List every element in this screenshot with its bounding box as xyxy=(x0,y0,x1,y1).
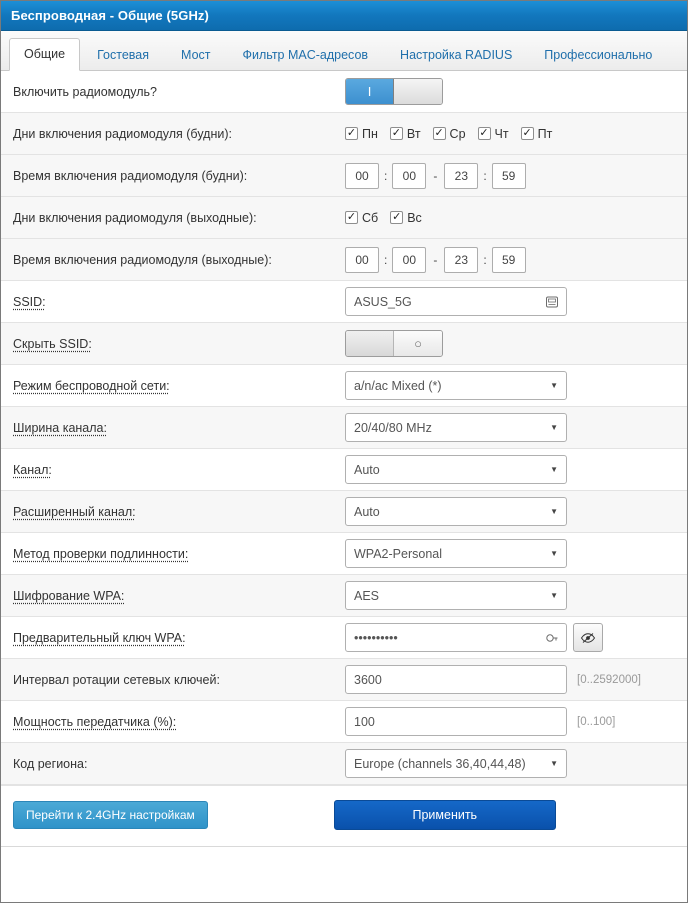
tab-general-label: Общие xyxy=(24,47,66,61)
label-extended-channel: Расширенный канал: xyxy=(13,504,136,519)
row-wpa-encryption xyxy=(1,575,687,617)
row-channel-width xyxy=(1,407,687,449)
tx-power-range-hint: [0..100] xyxy=(577,715,616,728)
label-tx-power: Мощность передатчика (%): xyxy=(13,714,177,729)
channel-value: Auto xyxy=(354,462,380,477)
chevron-down-icon: ▼ xyxy=(550,423,558,432)
checkbox-weekday-mon[interactable] xyxy=(345,127,378,141)
chevron-down-icon: ▼ xyxy=(550,381,558,390)
region-code-select[interactable] xyxy=(345,749,567,778)
tab-guest[interactable] xyxy=(82,39,164,71)
tx-power-input[interactable]: 100 xyxy=(345,707,567,736)
label-key-rotation: Интервал ротации сетевых ключей: xyxy=(13,672,220,687)
checkbox-sun-box[interactable]: ✓ xyxy=(392,211,402,223)
row-weekday-time xyxy=(1,155,687,197)
label-weekend-days: Дни включения радиомодуля (выходные): xyxy=(13,210,257,225)
checkbox-weekday-tue[interactable] xyxy=(390,127,421,141)
checkbox-weekend-sat[interactable] xyxy=(345,211,378,225)
checkbox-wed-box[interactable]: ✓ xyxy=(434,127,444,139)
tab-bridge[interactable] xyxy=(166,39,225,71)
checkbox-wed-label: Ср xyxy=(449,126,466,141)
chevron-down-icon: ▼ xyxy=(550,591,558,600)
radio-enable-toggle-on[interactable]: I xyxy=(346,79,394,104)
tab-radius-label: Настройка RADIUS xyxy=(400,48,513,62)
checkbox-weekday-fri[interactable] xyxy=(521,127,553,141)
label-radio-enable: Включить радиомодуль? xyxy=(13,84,157,99)
chevron-down-icon: ▼ xyxy=(550,759,558,768)
wpa-key-input[interactable]: •••••••••• xyxy=(345,623,567,652)
wireless-mode-value: a/n/ac Mixed (*) xyxy=(354,378,442,393)
channel-select[interactable] xyxy=(345,455,567,484)
row-weekend-days xyxy=(1,197,687,239)
page-title: Беспроводная - Общие (5GHz) xyxy=(11,8,209,23)
row-hide-ssid xyxy=(1,323,687,365)
checkbox-sat-box[interactable]: ✓ xyxy=(346,211,357,223)
window-title-bar xyxy=(1,1,687,31)
radio-enable-toggle[interactable] xyxy=(345,78,443,105)
label-region-code: Код региона: xyxy=(13,756,88,771)
weekend-start-minute[interactable]: 00 xyxy=(392,247,426,273)
chevron-down-icon: ▼ xyxy=(550,465,558,474)
wireless-mode-select[interactable] xyxy=(345,371,567,400)
reveal-password-button[interactable] xyxy=(573,623,603,652)
label-wpa-encryption: Шифрование WPA: xyxy=(13,588,125,603)
weekday-end-minute[interactable]: 59 xyxy=(492,163,526,189)
key-rotation-input[interactable]: 3600 xyxy=(345,665,567,694)
row-channel xyxy=(1,449,687,491)
checkbox-thu-label: Чт xyxy=(494,126,509,141)
tab-mac-filter-label: Фильтр MAC-адресов xyxy=(242,48,369,62)
weekday-start-colon: : xyxy=(384,168,388,183)
key-rotation-range-hint: [0..2592000] xyxy=(577,673,641,686)
weekend-end-colon: : xyxy=(483,252,487,267)
ssid-input[interactable]: ASUS_5G xyxy=(345,287,567,316)
tab-mac-filter[interactable] xyxy=(228,39,384,71)
row-auth-method xyxy=(1,533,687,575)
eye-icon xyxy=(580,631,596,645)
checkbox-tue-label: Вт xyxy=(406,126,421,141)
weekend-start-hour[interactable]: 00 xyxy=(345,247,379,273)
label-weekday-time: Время включения радиомодуля (будни): xyxy=(13,168,248,183)
auth-method-select[interactable] xyxy=(345,539,567,568)
tab-bridge-label: Мост xyxy=(181,48,211,62)
checkbox-weekend-sun[interactable] xyxy=(390,211,422,225)
label-ssid: SSID: xyxy=(13,294,46,309)
channel-width-value: 20/40/80 MHz xyxy=(354,420,432,435)
region-code-value: Europe (channels 36,40,44,48) xyxy=(354,756,526,771)
label-wpa-key: Предварительный ключ WPA: xyxy=(13,630,186,645)
tab-professional[interactable] xyxy=(529,39,667,71)
checkbox-sun-label: Вс xyxy=(407,210,422,225)
checkbox-mon-label: Пн xyxy=(362,126,378,141)
settings-form xyxy=(1,71,687,902)
weekend-end-minute[interactable]: 59 xyxy=(492,247,526,273)
wpa-encryption-select[interactable] xyxy=(345,581,567,610)
weekday-start-minute[interactable]: 00 xyxy=(392,163,426,189)
row-weekend-time xyxy=(1,239,687,281)
chevron-down-icon: ▼ xyxy=(550,507,558,516)
weekend-start-colon: : xyxy=(384,252,388,267)
weekday-end-colon: : xyxy=(483,168,487,183)
checkbox-fri-box[interactable]: ✓ xyxy=(522,127,532,139)
checkbox-weekday-wed[interactable] xyxy=(433,127,466,141)
row-wpa-key xyxy=(1,617,687,659)
ssid-input-wrapper xyxy=(345,287,567,316)
label-channel-width: Ширина канала: xyxy=(13,420,107,435)
row-wireless-mode xyxy=(1,365,687,407)
checkbox-sat-label: Сб xyxy=(362,210,379,225)
extended-channel-value: Auto xyxy=(354,504,380,519)
key-icon[interactable] xyxy=(544,630,560,646)
label-wireless-mode: Режим беспроводной сети: xyxy=(13,378,170,393)
label-auth-method: Метод проверки подлинности: xyxy=(13,546,189,561)
row-radio-enable xyxy=(1,71,687,113)
weekend-time-dash: - xyxy=(433,252,438,267)
tab-bar xyxy=(1,31,687,71)
weekend-end-hour[interactable]: 23 xyxy=(444,247,478,273)
tab-professional-label: Профессионально xyxy=(544,48,653,62)
weekday-end-hour[interactable]: 23 xyxy=(444,163,478,189)
chevron-down-icon: ▼ xyxy=(550,549,558,558)
row-weekdays xyxy=(1,113,687,155)
extended-channel-select[interactable] xyxy=(345,497,567,526)
keyboard-icon[interactable] xyxy=(544,294,560,310)
apply-button[interactable]: Применить xyxy=(334,800,556,830)
tab-general[interactable] xyxy=(9,38,80,71)
label-channel: Канал: xyxy=(13,462,52,477)
bottom-strip xyxy=(1,846,687,868)
switch-band-button[interactable]: Перейти к 2.4GHz настройкам xyxy=(13,801,208,829)
hide-ssid-toggle-on[interactable] xyxy=(346,331,394,356)
label-weekdays: Дни включения радиомодуля (будни): xyxy=(13,126,232,141)
row-tx-power xyxy=(1,701,687,743)
tab-radius[interactable] xyxy=(385,39,527,71)
auth-method-value: WPA2-Personal xyxy=(354,546,442,561)
row-region-code xyxy=(1,743,687,785)
wpa-key-input-wrapper xyxy=(345,623,567,652)
checkbox-fri-label: Пт xyxy=(537,126,553,141)
checkbox-mon-box[interactable]: ✓ xyxy=(346,127,357,139)
tab-guest-label: Гостевая xyxy=(97,48,150,62)
hide-ssid-toggle[interactable] xyxy=(345,330,443,357)
channel-width-select[interactable] xyxy=(345,413,567,442)
label-hide-ssid: Скрыть SSID: xyxy=(13,336,92,351)
hide-ssid-toggle-off[interactable]: ○ xyxy=(394,331,442,356)
checkbox-tue-box[interactable]: ✓ xyxy=(391,127,401,139)
radio-enable-toggle-off[interactable] xyxy=(394,79,442,104)
weekday-start-hour[interactable]: 00 xyxy=(345,163,379,189)
row-key-rotation xyxy=(1,659,687,701)
row-ssid xyxy=(1,281,687,323)
row-extended-channel xyxy=(1,491,687,533)
checkbox-thu-box[interactable]: ✓ xyxy=(479,127,489,139)
wpa-encryption-value: AES xyxy=(354,588,380,603)
form-footer xyxy=(1,785,687,846)
label-weekend-time: Время включения радиомодуля (выходные): xyxy=(13,252,272,267)
checkbox-weekday-thu[interactable] xyxy=(478,127,509,141)
weekday-time-dash: - xyxy=(433,168,438,183)
